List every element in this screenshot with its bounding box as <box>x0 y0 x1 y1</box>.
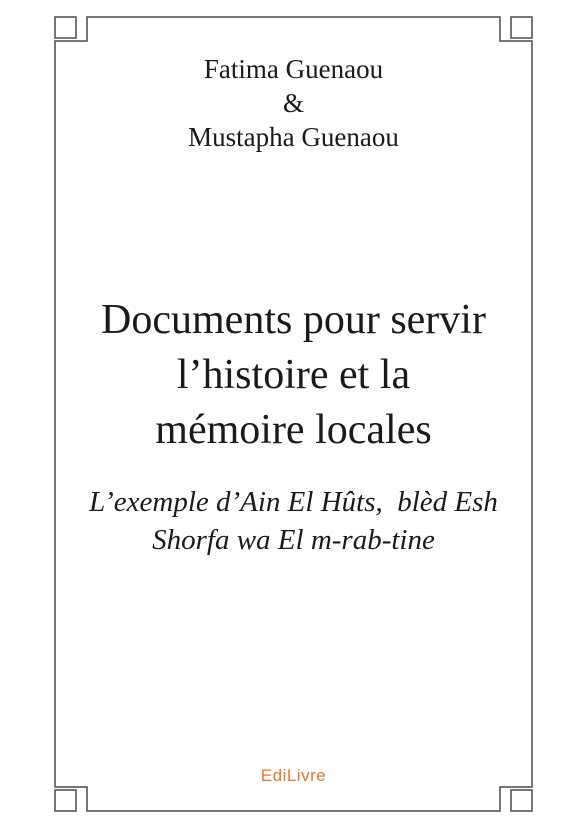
corner-square-bottom-left <box>55 790 76 811</box>
corner-square-top-left <box>55 17 76 38</box>
subtitle-line: Shorfa wa El m-rab-tine <box>152 524 435 556</box>
author-connector: & <box>282 88 304 118</box>
publisher-logo: EdiLivre <box>260 766 327 785</box>
authors-block <box>0 52 587 154</box>
title-line: Documents pour servir <box>101 297 486 343</box>
corner-square-bottom-right <box>511 790 532 811</box>
book-subtitle <box>30 483 557 559</box>
title-line: mémoire locales <box>155 407 432 453</box>
author-second: Mustapha Guenaou <box>188 122 399 152</box>
subtitle-line: L’exemple d’Ain El Hûts, blèd Esh <box>89 486 498 518</box>
title-line: l’histoire et la <box>176 352 411 398</box>
author-first: Fatima Guenaou <box>203 54 384 84</box>
corner-square-top-right <box>511 17 532 38</box>
book-title <box>30 293 557 458</box>
